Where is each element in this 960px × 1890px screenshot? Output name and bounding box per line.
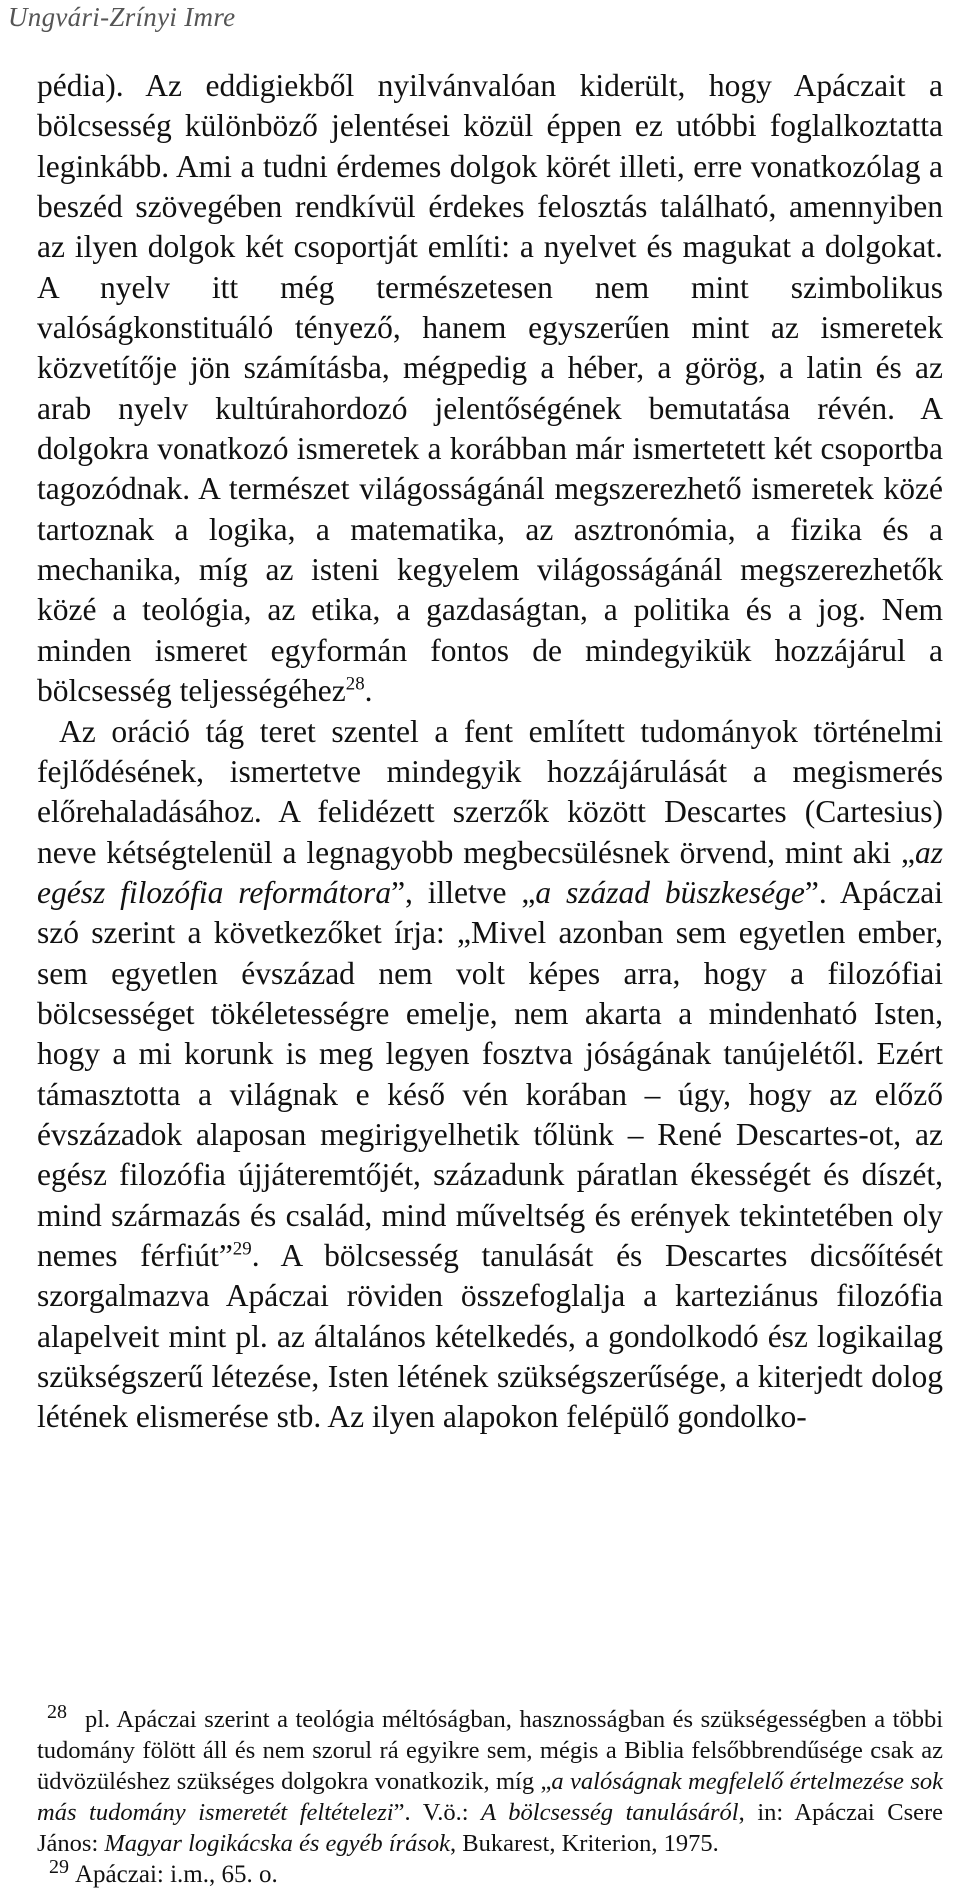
paragraph-1-text: pédia). Az eddigiekből nyilvánvalóan kiderült, hogy Apáczait a bölcsesség különböző jelentései közül éppen ez utóbbi foglalkoztatta leginkább. Ami a tudni érdemes dolgok körét illeti, erre vonatkozólag a beszéd szövegében rendkívül érdekes felosztás található, amennyiben az ilyen dolgok két csoportját említi: a nyelvet és magukat a dolgokat. A nyelv itt még természetesen nem mint szimbolikus valóságkonstituáló tényező, hanem egyszerűen mint az ismeretek közvetítője jön számításba, mégpedig a héber, a görög, a latin és az arab nyelv kultúrahordozó jelentőségének bemutatása révén. A dolgokra vonatkozó ismeretek a korábban már ismertetett két csoportba tagozódnak. A természet világosságánál megszerezhető ismeretek közé tartoznak a logika, a matematika, az asztronómia, a fizika és a mechanika, míg az isteni kegyelem világosságánál megszerezhetők közé a teológia, az etika, a gazdaságtan, a politika és a jog. Nem minden ismeret egyformán fontos de mindegyikük hozzájárul a bölcsesség teljességéhez xyxy=(37,68,943,709)
footnote-28-text-b: ”. V.ö.: xyxy=(393,1799,482,1826)
quote-reformer: az egész filozófia reformátora xyxy=(37,834,943,910)
paragraph-2-text-b: ”, illetve „ xyxy=(391,874,536,910)
paragraph-2-text-c: ”. Apáczai szó szerint a következőket írja: „Mivel azonban sem egyetlen ember, sem egyetlen évszázad nem volt képes arra, hogy a filozófiai bölcsességet tökéletességre emelje, nem akarta a mindenható Isten, hogy a mi korunk is meg legyen fosztva jóságának tanújelétől. Ezért támasztotta a világnak e késő vén korában – úgy, hogy az előző évszázadok alaposan megirigyelhetik tőlünk – René Descartes-ot, az egész filozófia újjáteremtőjét, századunk páratlan ékességét és díszét, mind származás és család, mind műveltség és erények tekintetében oly nemes férfiút” xyxy=(37,874,944,1273)
footnote-28-italic-2: A bölcsesség tanulásáról xyxy=(481,1799,739,1826)
footnote-28-mark: 28 xyxy=(47,1700,67,1723)
paragraph-1 xyxy=(37,66,943,712)
paragraph-2-text-d: . A bölcsesség tanulását és Descartes dicsőítését szorgalmazva Apáczai röviden összefoglalja a karteziánus filozófia alapelveit mint pl. az általános kételkedés, a gondolkodó ész logikailag szükségszerű létezése, Isten létének szükségszerűsége, a kiterjedt dolog létének elismerése stb. Az ilyen alapokon felépülő gondolko- xyxy=(37,1237,943,1435)
footnotes xyxy=(37,1700,944,1890)
paragraph-2 xyxy=(37,712,943,1438)
footnote-28-italic-1: a valóságnak megfelelő értelmezése sok más tudomány ismeretét feltételezi xyxy=(37,1768,943,1826)
running-header: Ungvári-Zrínyi Imre xyxy=(8,2,236,32)
quote-pride: a század büszkesége xyxy=(535,874,805,910)
footnote-28-text-c: , in: Apáczai Csere János: xyxy=(37,1799,944,1857)
paragraph-2-text-a: Az oráció tág teret szentel a fent említett tudományok történelmi fejlődésének, ismertetve mindegyik hozzájárulását a megismerés előrehaladásához. A felidézett szerzők között Descartes (Cartesius) neve kétségtelenül a legnagyobb megbecsülésnek örvend, mint aki „ xyxy=(37,713,943,870)
footnote-ref-28[interactable]: 28 xyxy=(345,673,365,695)
footnote-28 xyxy=(37,1700,944,1859)
main-text xyxy=(37,66,943,1438)
footnote-29-mark: 29 xyxy=(49,1855,69,1878)
paragraph-1-end: . xyxy=(364,673,373,709)
footnote-ref-29[interactable]: 29 xyxy=(232,1238,252,1260)
footnote-28-text-a: pl. Apáczai szerint a teológia méltóságban, hasznosságban és szükségességben a többi tudomány fölött áll és nem szorul rá egyikre sem, mégis a Biblia felsőbbrendűsége csak az üdvözüléshez szükséges dolgokra vonatkozik, míg „ xyxy=(37,1706,943,1795)
footnote-28-text-d: , Bukarest, Kriterion, 1975. xyxy=(450,1830,719,1857)
footnote-28-italic-3: Magyar logikácska és egyéb írások xyxy=(104,1830,450,1857)
footnote-29 xyxy=(37,1855,943,1890)
footnote-29-text: Apáczai: i.m., 65. o. xyxy=(75,1861,278,1888)
